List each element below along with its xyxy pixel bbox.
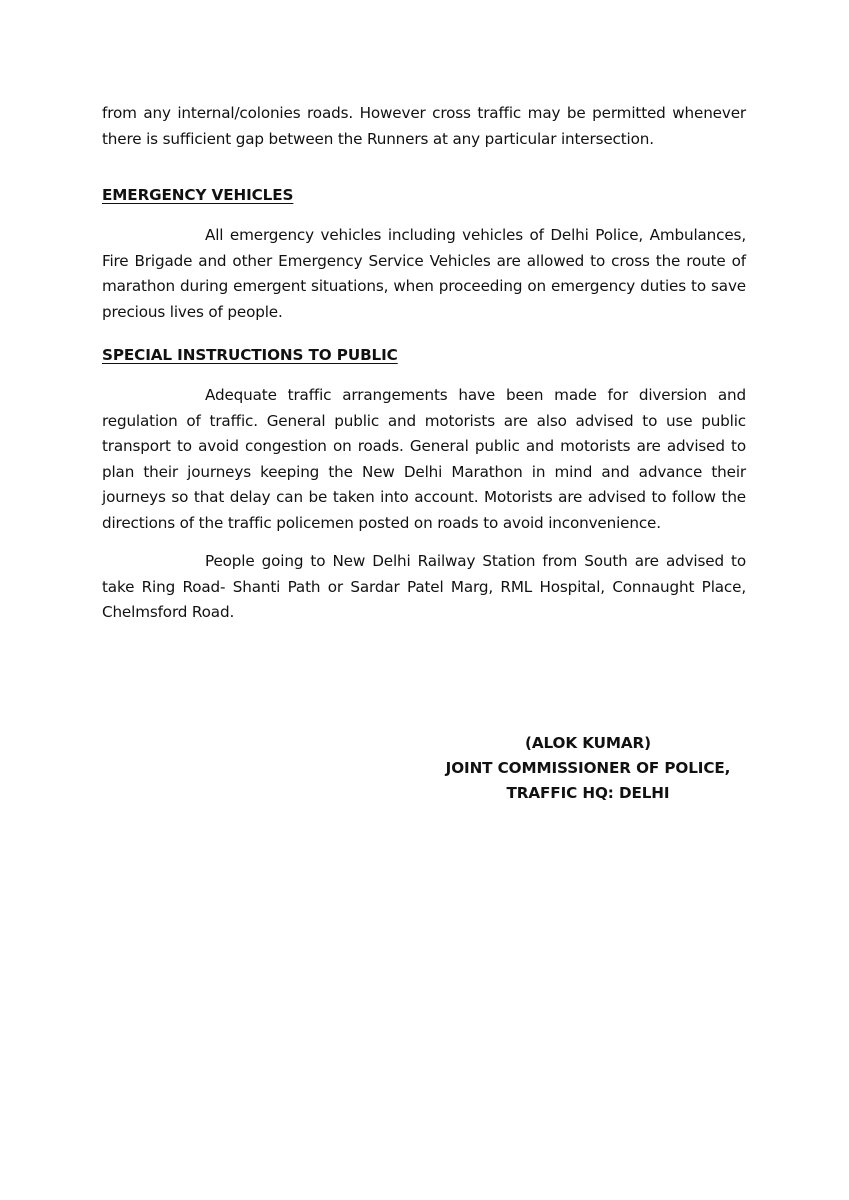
signatory-designation: JOINT COMMISSIONER OF POLICE, [445,759,731,777]
signature-block [416,731,760,806]
traffic-arrangements-paragraph: Adequate traffic arrangements have been made for diversion and regulation of traffic. General public and motorists are also advised to use public transport to avoid congestion on roads. General public and motorists are advised to plan their journeys keeping the New Delhi Marathon in mind and advance their journeys so that delay can be taken into account. Motorists are advised to follow the directions of the traffic policemen posted on roads to avoid inconvenience. [102,386,746,532]
emergency-vehicles-paragraph: All emergency vehicles including vehicles of Delhi Police, Ambulances, Fire Brigade and other Emergency Service Vehicles are allowed to cross the route of marathon during emergent situations, when proceeding on emergency duties to save precious lives of people. [102,226,746,321]
section-heading-emergency-vehicles: EMERGENCY VEHICLES [102,186,294,204]
signatory-office: TRAFFIC HQ: DELHI [506,784,670,802]
signatory-name: (ALOK KUMAR) [525,734,651,752]
continuation-paragraph: from any internal/colonies roads. However cross traffic may be permitted whenever there is sufficient gap between the Runners at any particular intersection. [102,104,746,148]
railway-station-paragraph: People going to New Delhi Railway Station from South are advised to take Ring Road- Shanti Path or Sardar Patel Marg, RML Hospital, Connaught Place, Chelmsford Road. [102,552,746,621]
section-heading-special-instructions: SPECIAL INSTRUCTIONS TO PUBLIC [102,346,398,364]
